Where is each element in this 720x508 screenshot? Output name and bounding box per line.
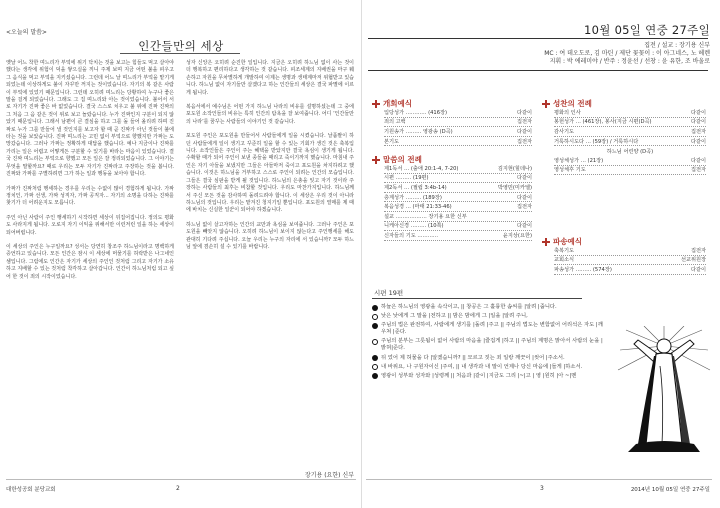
verse-bullet-icon <box>372 364 378 370</box>
order-row: 신자들의 기도 ………… 윤지상(요한) <box>384 232 532 239</box>
verse-bullet-icon <box>372 373 378 379</box>
article-paragraph: 성자 신앙은 오히려 순진한 일입니다. 지금은 오히려 하느님 없이 사는 것이 더 행복하고 편리하다고 생각하는 것 같습니다. 피조세계의 지배권을 마구 훼손하고 자원을 무차별하게 개발하여 이제는 생명과 생태계마저 위협받고 있습니다. 하느님 없이 자기들만 살겠다고 하는 인간들의 세상은 결국 파멸에 이르게 됩니다. <box>186 60 354 96</box>
info-line: 지휘 : 박 에레미야 / 반주 : 정윤선 / 선창 : 윤 유한, 조 바울로 <box>549 58 710 65</box>
cross-icon <box>372 100 380 108</box>
order-list-dismissal <box>554 246 706 275</box>
cross-icon <box>372 156 380 164</box>
section-title: 말씀의 전례 <box>383 155 422 164</box>
order-row: 축복기도 집전자 <box>554 247 706 254</box>
psalm-verse: 하늘은 하느님의 영광을 속삭이고, || 창공은 그 훌륭한 솜씨를 |알려 |줍니다. <box>372 304 604 311</box>
title-underline <box>120 53 240 54</box>
info-line: 집전 / 설교 : 장기용 신부 <box>644 42 710 49</box>
footer-church-name: 대한성공회 분당교회 <box>6 487 56 493</box>
order-row: 봉헌성가 … (461장), 봉사(지금 시편(D곡) 다같이 <box>554 119 706 126</box>
footer-rule <box>6 479 356 480</box>
article-paragraph: 하느님 없이 살고자하는 인간의 교만과 욕심을 보여줍니다. 그러나 주인은 포도원을 빼앗지 않습니다. 오히려 하느님이 보이지 않는다고 주인행세를 해도 관대히 기다려 주십니다. 오늘 우리는 누구의 자리에 서 있습니까? 모두 하느님 앞에 겸손히 설 수 있기를 바랍니다. <box>186 221 354 250</box>
verse-bullet-icon <box>372 305 378 311</box>
section-title: 성찬의 전례 <box>553 99 592 108</box>
article-paragraph: 복음서에서 예수님은 어떤 가지 하느님 나라의 비유를 설명하셨는데 그 중에 포도원 소작인들의 비유는 특히 인간의 탐욕을 잘 보여줍니다. 어디 ‘인간들만의 나라’를 꿈꾸는 사람들의 이야기인 것 같습니다. <box>186 104 354 125</box>
title-rule <box>368 38 708 39</box>
psalm-text <box>372 304 604 382</box>
article-paragraph: 이 세상의 주인은 누구일까요? 성서는 당연히 창조주 하느님이라고 명백하게 증언하고 있습니다. 모든 인간은 잠시 이 세상에 머물기를 허락받은 나그네인 셈입니다. 그럼에도 인간은 자기가 세상의 주인인 것처럼 그리고 자기가 소유하고 지배할 수 있는 것처럼 착각하고 살아갑니다. 인간이 하느님처럼 되고 싶어 한 것이 죄의 시작이었습니다. <box>6 243 174 280</box>
order-row: 파송성가 ……… (574장) 다같이 <box>554 266 706 273</box>
psalm-verse: 영광이 성부와 성자와 |성령께 || 처음과 |같이 |지금도 그리 |~|고 | 영 |원히 |아 ~|멘 <box>372 373 604 380</box>
article-title: 인간들만의 세상 <box>138 39 224 53</box>
article-column-1 <box>6 60 174 288</box>
article-column-2 <box>186 60 354 258</box>
order-row: 제1독서 … (출애 20:1-4, 7-20) 김지현(힐데나) <box>384 165 532 172</box>
info-rule <box>368 70 708 71</box>
order-row: 니케아신경 ……… (10쪽) 다같이 <box>384 223 532 230</box>
column-label: <오늘의 말씀> <box>6 29 47 36</box>
article-paragraph: 포도원 주인은 포도원을 만들어서 사람들에게 일을 시켰습니다. 날품팔이 하던 사람들에게 일이 생기고 꾸준히 일을 할 수 있는 기회가 생긴 것은 축복입니다. 소작인들은 주인이 주는 혜택을 받았지만 결국 욕심이 생기게 됩니다. 수확할 때가 되어 주인이 보낸 종들을 때리고 죽이기까지 했습니다. 마침내 주인은 자기 아들을 보냈지만 그들은 아들마저 죽이고 포도원을 차지하려고 했습니다. 이것은 하느님을 거부하고 스스로 주인이 되려는 인간의 모습입니다. 그들은 결국 심판을 받게 될 것입니다. 하느님의 은총을 잊고 자기 것이라 주장하는 사람들의 최후는 비참할 것입니다. 우리도 마찬가지입니다. 하느님께서 주신 모든 것을 감사하며 돌려드려야 합니다. 이 세상은 우리 것이 아니라 하느님의 것입니다. 우리는 맡겨진 청지기일 뿐입니다. 포도원의 열매를 제 때에 바치는 신실한 일꾼이 되어야 하겠습니다. <box>186 133 354 214</box>
psalm-rule <box>372 298 582 299</box>
verse-bullet-icon <box>372 314 378 320</box>
cross-icon <box>542 238 550 246</box>
order-row: 시편 ……… (19편) 다같이 <box>384 175 532 182</box>
order-row: 입당성가 ………… (416장) 다같이 <box>384 109 532 116</box>
cross-icon <box>542 100 550 108</box>
verse-bullet-icon <box>372 323 378 329</box>
psalm-verse: 낮은 낮에게 그 말을 |전하고 || 밤은 밤에게 그 |일을 |알려 주니, <box>372 313 604 320</box>
order-row: 설교 ……………… 장기용 요한 신부 <box>384 212 532 222</box>
order-row: 층계성가 ……… (189장) 다같이 <box>384 194 532 201</box>
order-row: 거룩하시도다 … (59장) / 거룩하시다 다같이 <box>554 138 706 145</box>
article-author: 장기용 (요한) 신부 <box>304 472 354 479</box>
section-title: 개회예식 <box>383 99 412 108</box>
order-row: 하느님 어린양 (D곡) <box>606 148 654 155</box>
info-line: MC : 여 데오도로, 김 마틴 / 제단 꽃꽂이 : 이 아그네스, 노 헤렌 <box>544 50 710 57</box>
service-title: 10월 05일 연중 27주일 <box>583 23 710 37</box>
order-list-word <box>384 164 532 241</box>
footer-rule <box>366 479 712 480</box>
risen-christ-illustration <box>616 326 712 454</box>
order-row: 교회소식 선교위원장 <box>554 257 706 264</box>
article-paragraph: 주인 아닌 사람이 주인 행세하기 시작하면 세상이 뒤집어집니다. 정의도 평화도 사라지게 됩니다. 오로지 자기 이익을 위해서만 이런저런 일을 하는 세상이 되어버립니다. <box>6 214 174 236</box>
footer-date: 2014년 10월 05일 연중 27주일 <box>630 487 710 493</box>
order-row: 영성체성가 … (21장) 다같이 <box>554 157 706 164</box>
order-row: 감사기도 집전자 <box>554 128 706 135</box>
order-row: 복음성경 … (마태 21:33-46) 집전자 <box>384 204 532 211</box>
order-row: 영성체후 기도 집전자 <box>554 167 706 174</box>
order-row: 기원송가 ……… 영광송 (D곡) 다같이 <box>384 128 532 135</box>
order-row: 죄의 고백 집전자 <box>384 119 532 126</box>
psalm-verse: 뒤 었어 제 허물을 다 |알겠습니까? || 모르고 짓는 죄 일랑 깨끗이 |씻어 |주소서. <box>372 355 604 362</box>
service-info <box>544 42 710 66</box>
article-paragraph: 가짜가 진짜처럼 행세하는 경우를 우리는 수없이 많이 경험하게 됩니다. 가짜 정치인, 가짜 선생, 가짜 성직자, 가짜 공직자... 자기의 소명을 다하는 진짜를 찾기가 더 어려운지도 모릅니다. <box>6 185 174 207</box>
order-list-opening <box>384 108 532 146</box>
page-number: 3 <box>540 485 544 492</box>
psalm-verse: 주님의 법은 완전하여, 사람에게 생기를 |돌려 |주고 || 주님의 법도는 변함없어 어리석은 자도 |깨우쳐 |준다. <box>372 322 604 336</box>
order-row: 평화의 인사 다같이 <box>554 109 706 116</box>
verse-bullet-icon <box>372 339 378 345</box>
right-page <box>362 0 720 508</box>
psalm-verse: 내 바위요, 나 구원자이신 |주여, || 내 생각과 내 말이 언제나 당신 마음에 |들게 |하소서. <box>372 364 604 371</box>
psalm-header: 시편 19편 <box>374 289 404 297</box>
order-list-sacrament <box>554 108 706 175</box>
page-number: 2 <box>176 485 180 492</box>
article-paragraph: 옛날 어느 착한 며느리가 부엌에 위기 닥치는 것을 보고는 힘들도 먹고 살아야 했다는 생각에 위험이 덕을 쌓으실을 끼니 주제 보며 지금 어떤 불을 피우고 그 음식을 먹고 부엌을 지키셨습니다. 그런데 어느 날 며느리가 부엌을 맡기게 되었는데 이상하게도 불이 자꾸만 꺼지는 것이었습니다. 자기의 복 같은 사람이 부엌에 있었기 때문입니다. 그런데 오히려 며느리는 당황하여 누구나 좋은 말을 걸게 되었습니다. 그래도 그 집 며느리와 아는 것이었습니다. 불어서 서로 자기가 진짜 좋은 바 없었습니다. 결국 스스로 치우고 불 위에 진짜 진짜의 그 처음 그 음 같은 것이 위로 보고 놀랐습니다. 누가 진짜인지 구분이 되지 않았기 때문입니다. 그래서 남편이 큰 결심을 하고 그를 돌 들어 올리려 하며 진짜로 누가 그를 만들어 낼 것인지를 보고자 할 때 곧 진짜가 아닌 것들이 불에 타는 것을 보았습니다. 진짜 며느리는 고민 없이 부엌으로 향했지만 가짜는 도망갔습니다. 그러나 가짜는 정확하게 대답을 했습니다. 예나 지금이나 진짜를 가리는 일은 어렵고 어떻게든 구분할 수 있기를 바라는 마음이 있었습니다. 결국 진짜 며느리는 부엌으로 향했고 모든 일은 잘 정리되었습니다. 그 이야기는 무엇을 말할까요? 때로 우리는 모두 자기가 진짜라고 주장하는 것을 봅니다. 진짜와 가짜를 구별하려면 그가 하는 일과 행동을 보아야 합니다. <box>6 60 174 178</box>
verse-bullet-icon <box>372 355 378 361</box>
psalm-verse: 주님의 분부는 그릇됨이 없어 사람의 마음을 |즐겁게 |하고 || 주님의 계명은 맑아서 사람의 눈을 |밝혀|준다. <box>372 338 604 352</box>
section-title: 파송예식 <box>553 237 582 246</box>
order-row: 제2독서 … (필립 3:4b-14) 박영민(미카엘) <box>384 184 532 191</box>
order-row: 본기도 집전자 <box>384 138 532 145</box>
